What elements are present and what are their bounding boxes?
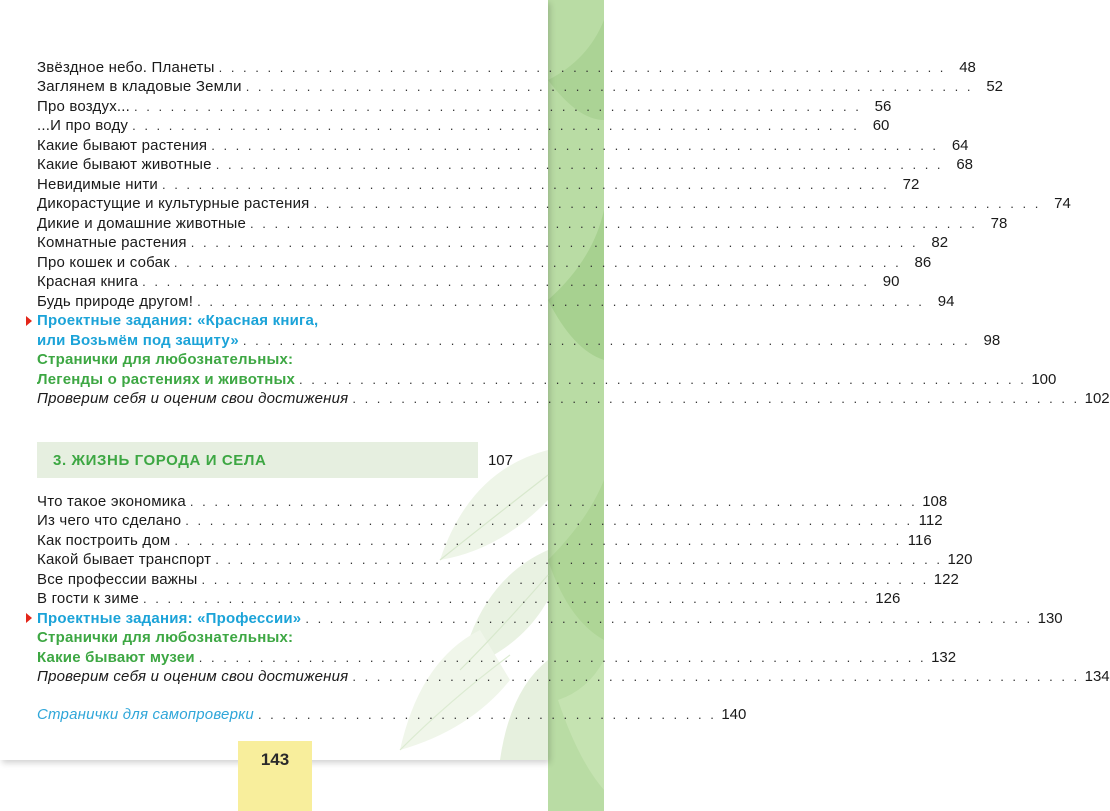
- section-title: 3. ЖИЗНЬ ГОРОДА И СЕЛА: [53, 452, 267, 469]
- leader-dots: . . . . . . . . . . . . . . . . . . . . . . . . . . . . . . . . . . . . . . . . . . . . . . . . . . . . . . . . . . . .: [189, 493, 918, 509]
- toc-entry-page: 120: [947, 551, 973, 568]
- toc-entry-title: Все профессии важны: [37, 570, 198, 588]
- toc-entry-title: или Возьмём под защиту»: [37, 331, 239, 349]
- toc-entry-title: Будь природе другом!: [37, 292, 194, 310]
- toc-entry-page: 108: [922, 492, 948, 510]
- toc-entry-title: Как построить дом: [37, 531, 171, 549]
- project-marker-icon: [26, 316, 32, 326]
- leader-dots: . . . . . . . . . . . . . . . . . . . . . . . . . . . . . . . . . . . . . . . . . . . . . . . . . . . . . . . . . . . .: [352, 391, 1080, 406]
- toc-entry: [37, 194, 1071, 214]
- toc-entry-page: 126: [875, 590, 901, 607]
- toc-entry-title: Из чего что сделано: [37, 512, 182, 529]
- toc-entry-page: 134: [1084, 668, 1110, 685]
- toc-entry: [37, 96, 892, 116]
- toc-entry-title: ...И про воду: [37, 117, 129, 134]
- toc-entry-title: Какие бывают животные: [37, 156, 212, 173]
- leader-dots: . . . . . . . . . . . . . . . . . . . . . . . . . . . . . . . . . . . . . . . . . . . . . . . . . . . . . . . . . . . .: [190, 235, 919, 250]
- toc-entry-title: Проектные задания: «Профессии»: [37, 609, 302, 627]
- toc-entry-page: 86: [914, 253, 932, 271]
- leader-dots: . . . . . . . . . . . . . . . . . . . . . . . . . . . . . . . . . . . . . . . . . . . . . . . . . . . . . . . . . . . .: [245, 79, 973, 94]
- toc-entry-page: 100: [1031, 370, 1057, 388]
- toc-entry-title: Странички для любознательных:: [37, 629, 294, 646]
- leader-dots: . . . . . . . . . . . . . . . . . . . . . . . . . . . . . . . . . . . . . . . . . . . . . . . . . . . . . . . . . . . .: [198, 649, 927, 665]
- toc-entry: [37, 174, 920, 194]
- leader-dots: . . . . . . . . . . . . . . . . . . . . . . . . . . . . . . . . . . . . . . . . . . . . . . . . . . . . . . . . . . . .: [313, 196, 1041, 211]
- toc-entry-title: В гости к зиме: [37, 590, 140, 607]
- leader-dots: . . . . . . . . . . . . . . . . . . . . . . . . . . . . . . . . . . . . . . . . . . . . . . . . . . . . . . . . . . . .: [215, 157, 944, 172]
- toc-entry: [37, 155, 974, 175]
- section-page-number: 107: [487, 452, 513, 469]
- page-number: 143: [260, 750, 290, 769]
- toc-entry-title: Звёздное небо. Планеты: [37, 58, 215, 76]
- toc-entry-title: Про кошек и собак: [37, 253, 170, 271]
- leader-dots: . . . . . . . . . . . . . . . . . . . . . . . . . . . . . . . . . . . . . . . . . . . . . . . . . . . . . . . . . . . .: [215, 552, 943, 567]
- toc-entry: [37, 350, 513, 370]
- leader-dots: . . . . . . . . . . . . . . . . . . . . . . . . . . . . . . . . . . . . . . . . . . . . . . . . . . . . . . . . . . . .: [143, 591, 871, 606]
- toc-entry-title: Заглянем в кладовые Земли: [37, 78, 242, 95]
- toc-entry: [37, 330, 1001, 350]
- toc-entry-page: 82: [931, 234, 949, 251]
- toc-entry-page: 90: [882, 273, 900, 290]
- toc-entry-page: 48: [959, 58, 976, 76]
- toc-entry-page: 78: [990, 214, 1008, 232]
- toc-entry-page: 132: [931, 648, 957, 666]
- leader-dots: . . . . . . . . . . . . . . . . . . . . . . . . . . . . . . . . . . . . . . . . . . . . . . . . . . . . . . . . . . . .: [201, 571, 929, 587]
- leader-dots: . . . . . . . . . . . . . . . . . . . . . . . . . . . . . . . . . . . . . . . . . . . . . . . . . . . . . . . . . . . .: [132, 118, 860, 133]
- toc-entry-page: 94: [937, 292, 955, 310]
- leader-dots: . . . . . . . . . . . . . . . . . . . . . . . . . . . . . . . . . . . . . . . . . . . . . . . . . . . . . . . . . . . .: [174, 532, 902, 548]
- toc-entry-page: 98: [983, 331, 1001, 349]
- toc-entry: [37, 647, 957, 667]
- toc-entry-title: Странички для любознательных:: [37, 351, 294, 368]
- leader-dots: . . . . . . . . . . . . . . . . . . . . . . . . . . . . . . . . . . . . . . . . . . . . . . . . . . . . . . . . . . . .: [197, 293, 925, 309]
- leader-dots: . . . . . . . . . . . . . . . . . . . . . . . . . . . . . . . . . . . . . . . . . . . . . . . . . . . . . . . . . . . .: [218, 59, 946, 75]
- project-marker-icon: [26, 613, 32, 623]
- toc-entry: [37, 291, 955, 311]
- toc-entry: [37, 550, 973, 570]
- toc-entry-title: Проверим себя и оценим свои достижения: [37, 390, 349, 407]
- toc-entry: [37, 116, 890, 136]
- leader-dots: . . . . . . . . . . . . . . . . . . . . . . . . . . . . . . . . . . . . . . . . . . . . . . . . . . . . . . . . . . . .: [185, 513, 913, 528]
- toc-entry-page: 122: [933, 570, 959, 588]
- toc-entry-title: Дикие и домашние животные: [37, 214, 246, 232]
- leader-dots: . . . . . . . . . . . . . . . . . . . . . . . . . . . . . . . . . . . . . . . . . . . . . . . . . . . . . . . . . . . .: [250, 215, 978, 231]
- toc-entry-title: Дикорастущие и культурные растения: [37, 195, 310, 212]
- toc-entry: [37, 135, 969, 155]
- toc-entry: [37, 272, 900, 292]
- toc-entry: [37, 311, 513, 331]
- leader-dots: . . . . . . . . . . . . . . . . . . . . . . . . . . . . . . . . . . . . . .: [257, 706, 717, 722]
- self-check-page: 140: [721, 705, 747, 723]
- toc-entry-title: Какие бывают растения: [37, 136, 208, 154]
- toc-entry: [37, 569, 959, 589]
- toc-entry-page: 102: [1084, 390, 1110, 407]
- toc-entry: [37, 589, 901, 609]
- toc-entry-title: Проверим себя и оценим свои достижения: [37, 668, 349, 685]
- toc-entry-page: 112: [918, 512, 943, 529]
- leader-dots: . . . . . . . . . . . . . . . . . . . . . . . . . . . . . . . . . . . . . . . . . . . . . . . . . . . . . . . . . . . .: [173, 254, 902, 270]
- toc-entry-title: Легенды о растениях и животных: [37, 370, 296, 388]
- toc-entry-title: Какой бывает транспорт: [37, 551, 212, 568]
- toc-entry: [37, 628, 513, 648]
- toc-entry-title: Что такое экономика: [37, 492, 186, 510]
- toc-entry-page: 64: [951, 136, 969, 154]
- toc-entry-page: 74: [1054, 195, 1071, 212]
- toc-entry-page: 60: [872, 117, 890, 134]
- leader-dots: . . . . . . . . . . . . . . . . . . . . . . . . . . . . . . . . . . . . . . . . . . . . . . . . . . . . . . . . . . . .: [305, 610, 1033, 626]
- toc-entry-page: 130: [1037, 609, 1063, 627]
- toc-entry-page: 56: [874, 97, 892, 115]
- leader-dots: . . . . . . . . . . . . . . . . . . . . . . . . . . . . . . . . . . . . . . . . . . . . . . . . . . . . . . . . . . . .: [161, 176, 890, 192]
- toc-entry-page: 72: [902, 175, 920, 193]
- leader-dots: . . . . . . . . . . . . . . . . . . . . . . . . . . . . . . . . . . . . . . . . . . . . . . . . . . . . . . . . . . . .: [299, 371, 1027, 387]
- toc-entry-title: Про воздух...: [37, 97, 131, 115]
- toc-entry-page: 52: [986, 78, 1003, 95]
- toc-entry-title: Какие бывают музеи: [37, 648, 195, 666]
- toc-entry-page: 116: [907, 531, 932, 549]
- toc-entry: [37, 77, 1003, 97]
- toc-entry: [37, 667, 1110, 687]
- toc-entry: [37, 389, 1110, 409]
- leader-dots: . . . . . . . . . . . . . . . . . . . . . . . . . . . . . . . . . . . . . . . . . . . . . . . . . . . . . . . . . . . .: [242, 332, 971, 348]
- leader-dots: . . . . . . . . . . . . . . . . . . . . . . . . . . . . . . . . . . . . . . . . . . . . . . . . . . . . . . . . . . . .: [142, 274, 870, 289]
- toc-entry-page: 68: [956, 156, 974, 173]
- toc-entry: [37, 213, 1008, 233]
- contents-list-part-2: [37, 57, 1110, 408]
- toc-entry: [37, 608, 1063, 628]
- toc-entry: [37, 369, 1057, 389]
- toc-entry-title: Проектные задания: «Красная книга,: [37, 312, 319, 329]
- toc-entry: [37, 530, 932, 550]
- leader-dots: . . . . . . . . . . . . . . . . . . . . . . . . . . . . . . . . . . . . . . . . . . . . . . . . . . . . . . . . . . . .: [134, 98, 862, 114]
- toc-entry-title: Комнатные растения: [37, 234, 187, 251]
- self-check-entry: [37, 704, 747, 724]
- self-check-title: Странички для самопроверки: [37, 705, 254, 723]
- toc-entry-title: Красная книга: [37, 273, 139, 290]
- toc-entry-title: Невидимые нити: [37, 175, 158, 193]
- leader-dots: . . . . . . . . . . . . . . . . . . . . . . . . . . . . . . . . . . . . . . . . . . . . . . . . . . . . . . . . . . . .: [211, 137, 939, 153]
- toc-entry: [37, 511, 943, 531]
- leader-dots: . . . . . . . . . . . . . . . . . . . . . . . . . . . . . . . . . . . . . . . . . . . . . . . . . . . . . . . . . . . .: [352, 669, 1080, 684]
- toc-entry: [37, 252, 932, 272]
- toc-entry: [37, 491, 948, 511]
- toc-entry: [37, 233, 949, 253]
- contents-list-part-3: [37, 491, 1110, 686]
- toc-entry: [37, 57, 976, 77]
